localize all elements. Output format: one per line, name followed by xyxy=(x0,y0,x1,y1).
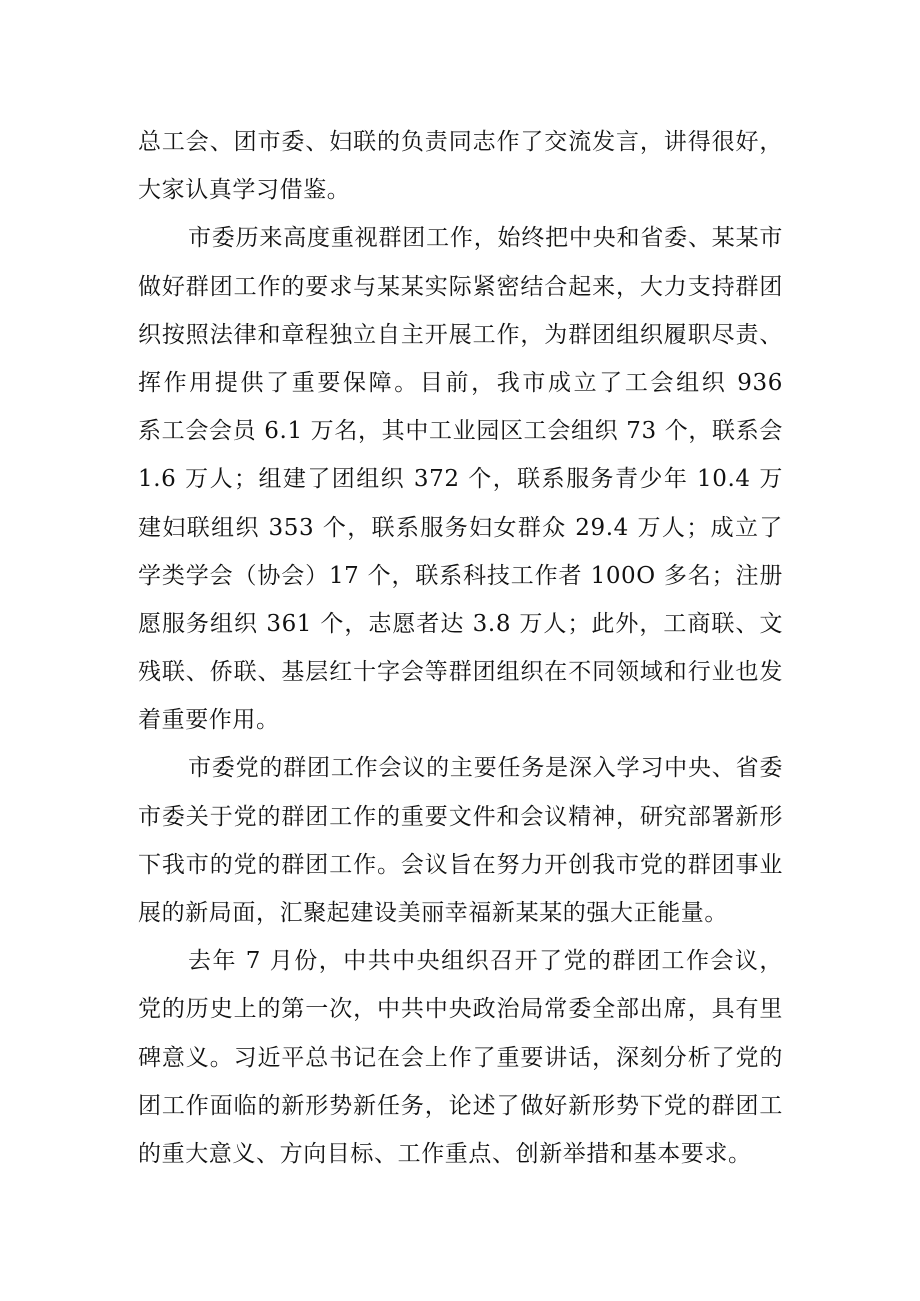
text-line: 大家认真学习借鉴。 xyxy=(138,177,351,204)
text-line: 愿服务组织 361 个，志愿者达 3.8 万人；此外，工商联、文 xyxy=(138,610,783,637)
text-line: 学类学会（协会）17 个，联系科技工作者 100O 多名；注册 xyxy=(138,562,783,589)
text-line: 总工会、团市委、妇联的负责同志作了交流发言，讲得很好， xyxy=(138,129,783,155)
text-line: 市委历来高度重视群团工作，始终把中央和省委、某某市 xyxy=(188,225,783,252)
text-line: 织按照法律和章程独立自主开展工作，为群团组织履职尽责、 xyxy=(138,321,783,348)
document-body xyxy=(138,118,783,1178)
text-line: 下我市的党的群团工作。会议旨在努力开创我市党的群团事业 xyxy=(138,851,783,878)
paragraph-1 xyxy=(138,118,783,214)
text-line: 党的历史上的第一次，中共中央政治局常委全部出席，具有里 xyxy=(138,996,783,1023)
text-line: 去年 7 月份，中共中央组织召开了党的群团工作会议， xyxy=(188,948,783,975)
paragraph-4 xyxy=(138,937,783,1178)
text-line: 系工会会员 6.1 万名，其中工业园区工会组织 73 个，联系会 xyxy=(138,418,783,445)
text-line: 展的新局面，汇聚起建设美丽幸福新某某的强大正能量。 xyxy=(138,900,728,926)
paragraph-2 xyxy=(138,214,783,744)
text-line: 着重要作用。 xyxy=(138,707,280,734)
text-line: 碑意义。习近平总书记在会上作了重要讲话，深刻分析了党的 xyxy=(138,1044,783,1071)
text-line: 挥作用提供了重要保障。目前，我市成立了工会组织 936 xyxy=(138,369,783,396)
paragraph-3 xyxy=(138,744,783,937)
text-line: 做好群团工作的要求与某某实际紧密结合起来，大力支持群团 xyxy=(138,273,783,300)
text-line: 的重大意义、方向目标、工作重点、创新举措和基本要求。 xyxy=(138,1140,752,1167)
text-line: 市委关于党的群团工作的重要文件和会议精神，研究部署新形 xyxy=(138,803,783,830)
text-line: 建妇联组织 353 个，联系服务妇女群众 29.4 万人；成立了 xyxy=(138,514,783,541)
text-line: 团工作面临的新形势新任务，论述了做好新形势下党的群团工 xyxy=(138,1092,783,1119)
text-line: 1.6 万人；组建了团组织 372 个，联系服务青少年 10.4 万 xyxy=(138,466,783,493)
text-line: 残联、侨联、基层红十字会等群团组织在不同领域和行业也发 xyxy=(138,659,783,686)
text-line: 市委党的群团工作会议的主要任务是深入学习中央、省委 xyxy=(188,755,783,782)
